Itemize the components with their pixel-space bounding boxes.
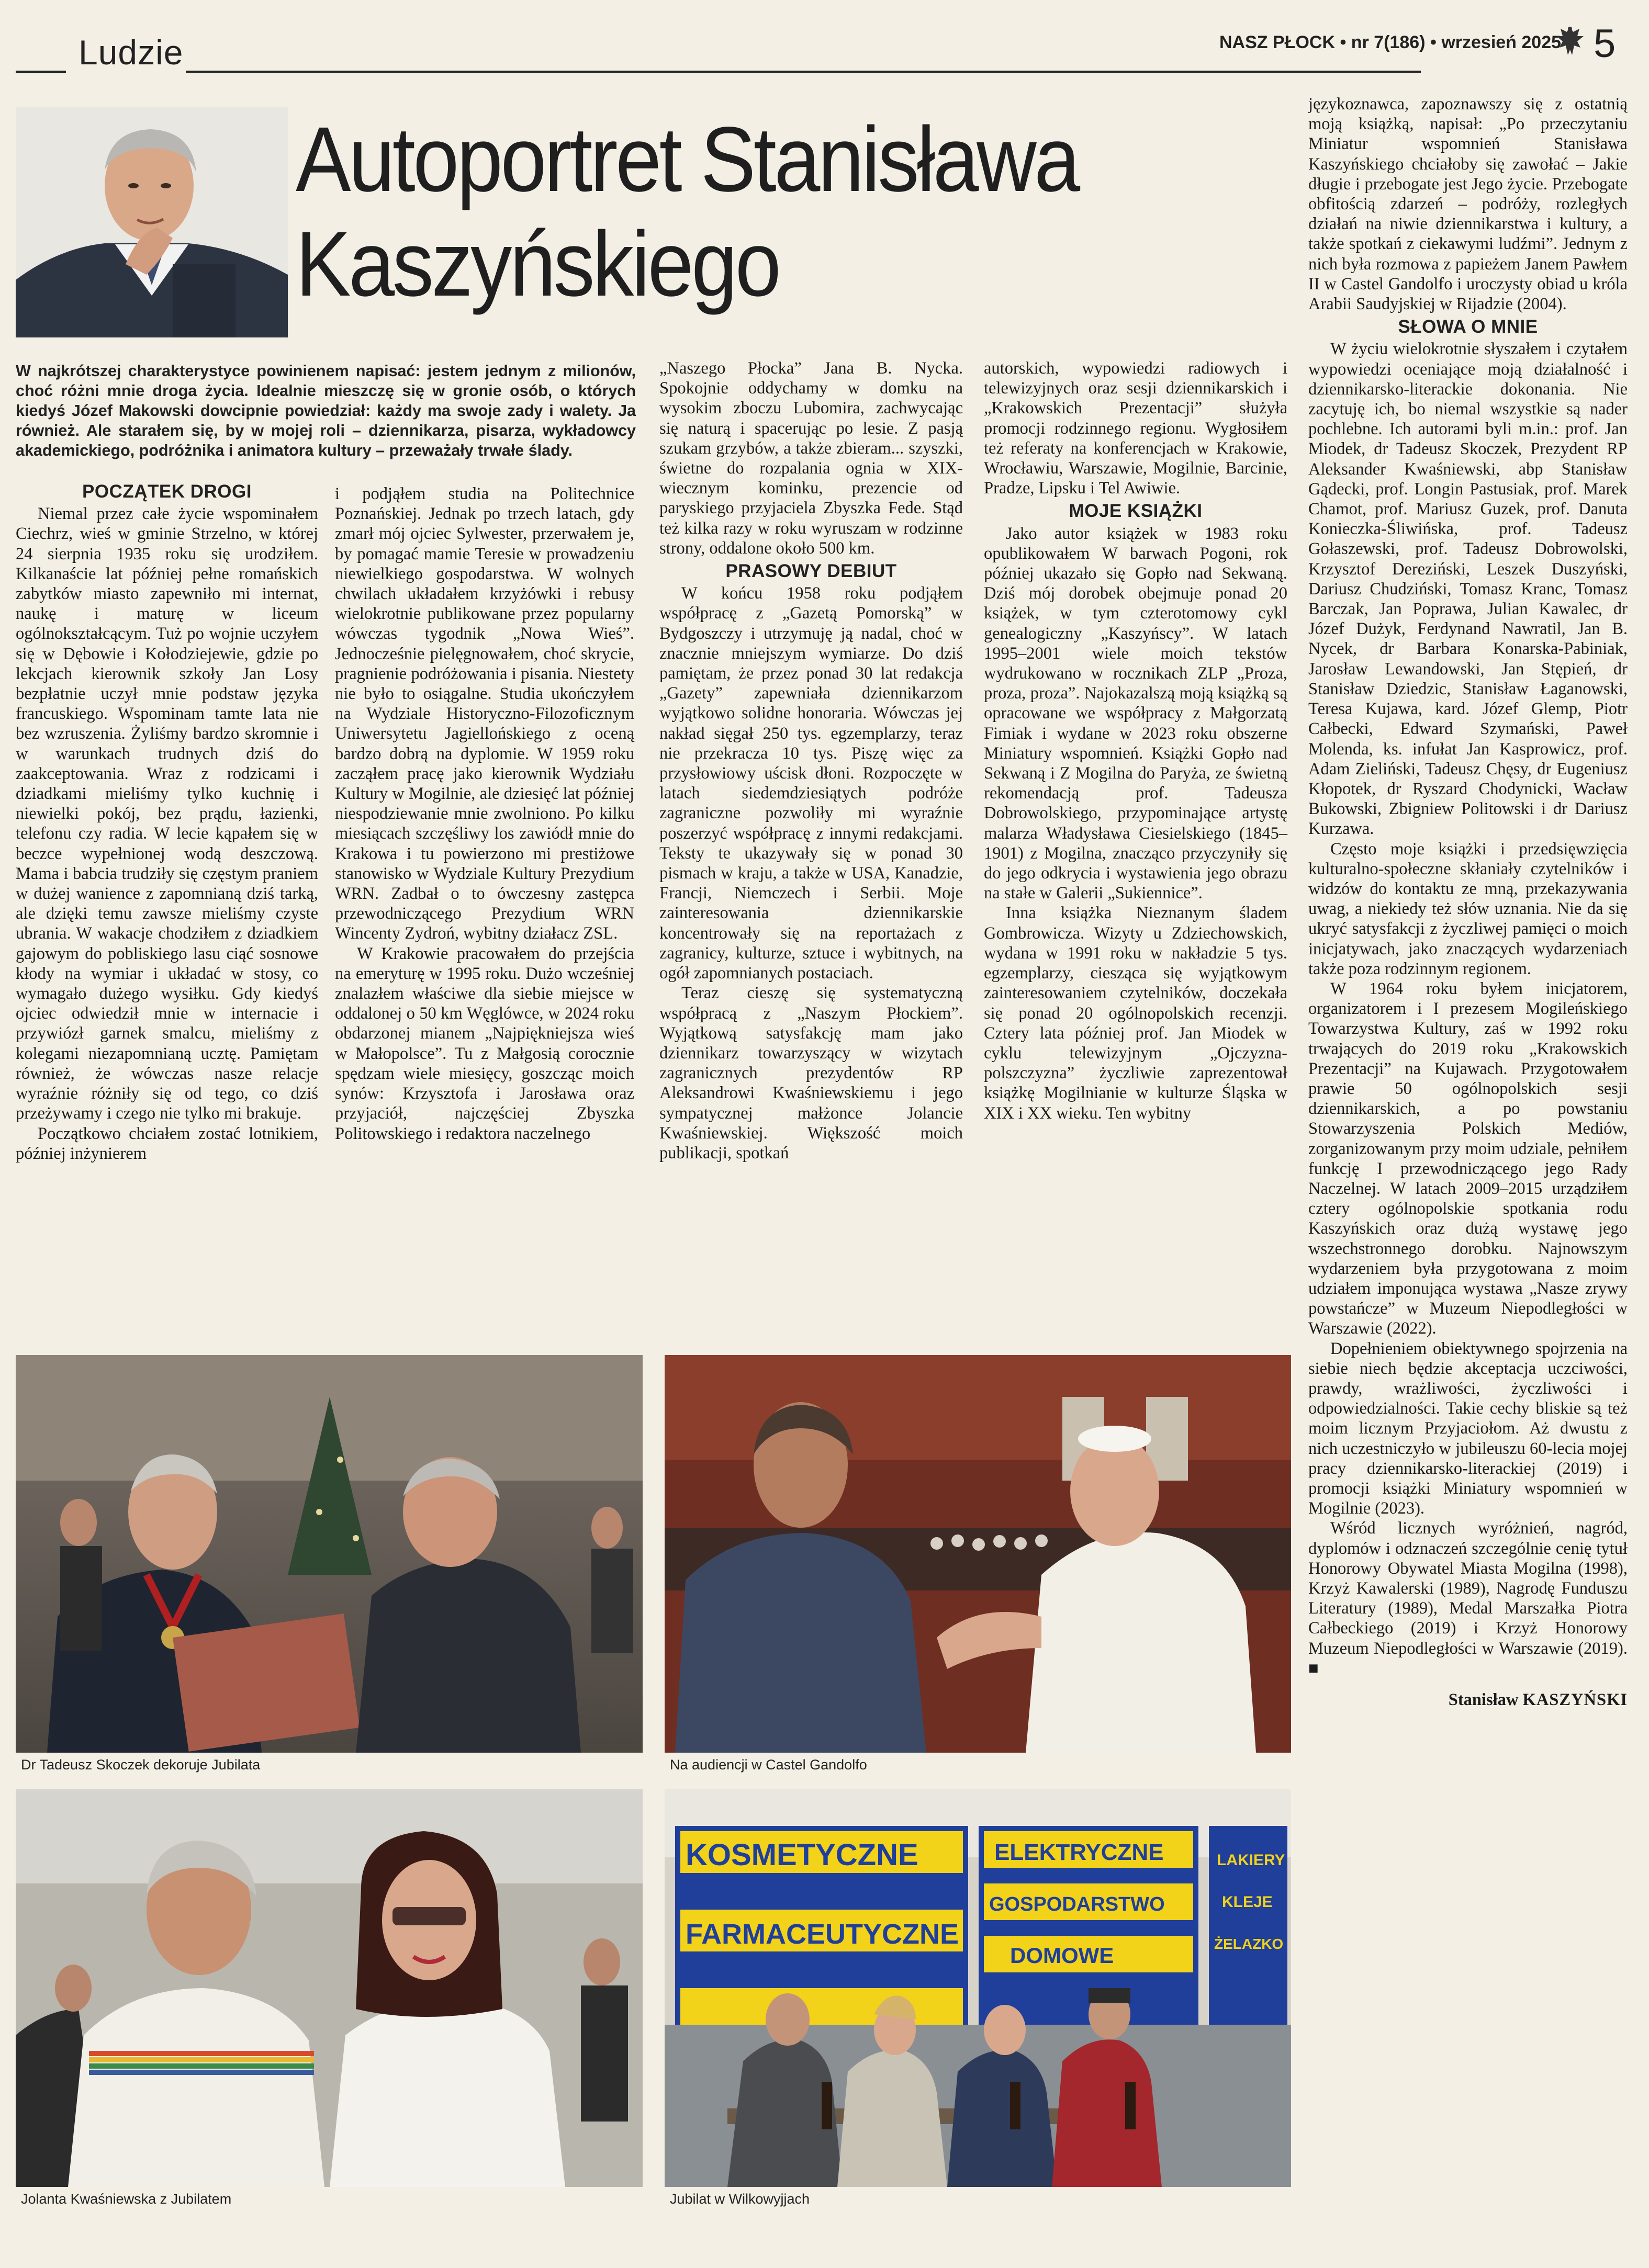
paragraph: Teraz cieszę się systematyczną współpracą z „Naszym Płockiem”. Wyjątkową satysfakcję mam jako dziennikarz towarzyszący w wizytach zagranicznych prezydentów RP Aleksandrowi Kwaśniewskiemu i jego sympatycznej małżonce Jolancie Kwaśniewskiej. Większość moich publikacji, spotkań <box>659 984 963 1163</box>
photo-caption: Dr Tadeusz Skoczek dekoruje Jubilata <box>21 1757 261 1773</box>
photo-caption: Na audiencji w Castel Gandolfo <box>670 1757 867 1773</box>
shop-sign-farmaceutyczne: FARMACEUTYCZNE <box>686 1919 959 1950</box>
paragraph: Często moje książki i przedsięwzięcia kulturalno-społeczne skłaniały czytelników i widzów do kontaktu ze mną, przekazywania uwag, a niekiedy też słów uznania. Nie da się ukryć satysfakcji z życzliwej pamięci o moich inicjatywach, jako znaczących wydarzeniach także poza rodzinnym regionem. <box>1308 839 1628 978</box>
signature <box>1308 1690 1628 1710</box>
photo-kwasniewska <box>16 1789 643 2187</box>
subheading-moje-ksiazki: MOJE KSIĄŻKI <box>1069 501 1203 522</box>
subheading-poczatek-drogi: POCZĄTEK DROGI <box>82 481 252 502</box>
shop-sign-zelazko: ŻELAZKO <box>1214 1936 1284 1952</box>
paragraph: autorskich, wypowiedzi radiowych i telewizyjnych oraz sesji dziennikarskich i „Krakowskich Prezentacji” służyła promocji rodzinnego regionu. Wygłosiłem też referaty na konferencjach w Krakowie, Wrocławiu, Warszawie, Mogilnie, Barcinie, Pradze, Lipsku i Tel Awiwie. <box>984 359 1287 498</box>
headline-line-2: Kaszyńskiego <box>296 213 779 315</box>
subheading-slowa-o-mnie: SŁOWA O MNIE <box>1398 317 1538 337</box>
photo-decoration <box>16 1355 643 1753</box>
eagle-icon <box>1554 24 1586 60</box>
article-column-1 <box>16 479 318 1164</box>
shop-sign-lakiery: LAKIERY <box>1217 1852 1285 1869</box>
article-column-5 <box>1308 94 1628 1710</box>
paragraph: W Krakowie pracowałem do przejścia na emeryturę w 1995 roku. Dużo wcześniej znalazłem właściwe dla siebie miejsce w oddalonej o 50 km Węglówce, w 2024 roku obdarzonej mianem „Najpiękniejsza wieś w Małopolsce”. Tu z Małgosią corocznie spędzam wiele miesięcy, goszcząc moich synów: Krzysztofa i Jarosława oraz przyjaciół, najczęściej Zbyszka Politowskiego i redaktora naczelnego <box>335 944 634 1143</box>
article-column-2 <box>335 484 634 1144</box>
masthead: NASZ PŁOCK • nr 7(186) • wrzesień 2025 <box>1219 32 1562 52</box>
article-column-3 <box>659 358 963 1163</box>
paragraph: i podjąłem studia na Politechnice Poznańskiej. Jednak po trzech latach, gdy zmarł mój ojciec Sylwester, przerwałem je, by pomagać mamie Teresie w prowadzeniu niewielkiego gospodarstwa. W wolnych chwilach układałem krzyżówki i rebusy wielokrotnie publikowane przez popularny wówczas tygodnik „Nowa Wieś”. Jednocześnie pielęgnowałem, choć skrycie, pragnienie podróżowania i pisania. Niestety nie było to osiągalne. Studia ukończyłem na Wydziale Historyczno-Filozoficznym Uniwersytetu Jagiellońskiego z oceną bardzo dobrą na dyplomie. W 1959 roku zacząłem pracę jako kierownik Wydziału Kultury w Mogilnie, ale dziesięć lat później niespodziewanie mnie zwolniono. Po kilku miesiącach szczęśliwy los zawiódł mnie do Krakowa i tu powierzono mi prestiżowe stanowisko w Wydziale Kultury Prezydium WRN. Zadbał o to ówczesny zastępca przewodniczącego Prezydium WRN Wincenty Zydroń, wybitny działacz ZSL. <box>335 484 634 943</box>
paragraph: Jako autor książek w 1983 roku opublikowałem W barwach Pogoni, rok później ukazało się Gopło nad Sekwaną. Dziś mój dorobek obejmuje ponad 20 książek, w tym czterotomowy cykl genealogiczny „Kaszyńscy”. W latach 1995–2001 wiele moich tekstów wydrukowano w rocznikach ZLP „Proza, proza, proza”. Najokazalszą moją książką są opracowane we współpracy z Małgorzatą Fimiak i wydane w 2023 roku obszerne Miniatury wspomnień. Książki Gopło nad Sekwaną i Z Mogilna do Paryża, ze świetną rekomendacją prof. Tadeusza Dobrowolskiego, przypominające artystę malarza Władysława Ciesielskiego (1845–1901) z Mogilna, znacząco przyczyniły się do jego odkrycia i wystawienia jego obrazu na stałe w Galerii „Sukiennice”. <box>984 524 1287 903</box>
paragraph: Wśród licznych wyróżnień, nagród, dyplomów i odznaczeń szczególnie cenię tytuł Honorowy Obywatel Miasta Mogilna (1998), Krzyż Kawalerski (1989), Nagrodę Funduszu Literatury (1989), Medal Marszałka Piotra Całbeckiego (2019) i Krzyż Honorowy Muzeum Niepodległości w Warszawie (2019). ■ <box>1308 1519 1628 1678</box>
paragraph: Początkowo chciałem zostać lotnikiem, później inżynierem <box>16 1124 318 1163</box>
paragraph: Inna książka Nieznanym śladem Gombrowicza. Wizyty u Zdziechowskich, wydana w 1991 roku w nakładzie 5 tys. egzemplarzy, ciesząca się wyjątkowym zainteresowaniem czytelników, doczekała się ponad 20 ogólnopolskich recenzji. Cztery lata później prof. Jan Miodek w cyklu telewizyjnym „Ojczyzna-polszczyzna” życzliwie zaprezentował książkę Mogilnianie w kulturze Śląska w XIX i XX wieku. Ten wybitny <box>984 904 1287 1123</box>
paragraph: „Naszego Płocka” Jana B. Nycka. Spokojnie oddychamy w domku na wysokim zboczu Lubomira, zachwycając się naturą i spacerując po lesie. Z pasją szukam grzybów, a także zbieram... szyszki, świetne do rozpalania ognia w XIX-wiecznym kominku, prezencie od paryskiego przyjaciela Zbyszka Fede. Stąd też kilka razy w roku wyruszam w rodzinne strony, oddalone około 500 km. <box>659 359 963 558</box>
shop-sign-kosmetyczne: KOSMETYCZNE <box>686 1838 918 1872</box>
paragraph: językoznawca, zapoznawszy się z ostatnią moją książką, napisał: „Po przeczytaniu Miniatur wspomnień Stanisława Kaszyńskiego chciałoby się zawołać – Jakie długie i przebogate jest Jego życie. Przebogate obfitością zdarzeń – podróży, rozległych działań na niwie dziennikarstwa i kultury, a także spotkań z ciekawymi ludźmi”. Jednym z nich była rozmowa z papieżem Janem Pawłem II w Castel Gandolfo i uroczysty obiad u króla Arabii Saudyjskiej w Rijadzie (2004). <box>1308 95 1628 314</box>
headline <box>296 107 1167 317</box>
article-column-4 <box>984 358 1287 1123</box>
paragraph: Niemal przez całe życie wspominałem Ciechrz, wieś w gminie Strzelno, w której 24 sierpnia 1935 roku się urodziłem. Kilkanaście lat później pełne romańskich zabytków miasto zapewniło mi internat, naukę i maturę w liceum ogólnokształcącym. Tuż po wojnie uczyłem się w Dębowie i Kołodziejewie, gdzie po lekcjach kierownik szkoły Jan Losy bezpłatnie uczył mnie podstaw języka francuskiego. Wspominam tamte lata nie bez wzruszenia. Żyliśmy bardzo skromnie i w warunkach trudnych dziś do zaakceptowania. Wraz z rodzicami i dziadkami mieliśmy tylko kuchnię i niewielki pokój, bez prądu, łazienki, telefonu czy radia. W lecie kąpałem się w beczce wypełnionej wodą deszczową. Mama i babcia trudziły się częstym praniem w dużej wanience z zapomnianą dziś tarką, ale dzięki temu zawsze mieliśmy czyste ubrania. W wakacje chodziłem z dziadkiem gajowym do pobliskiego lasu ciąć sosnowe kłody na wymiar i układać w stosy, co wymagało dużego wysiłku. Gdy kiedyś ojciec odwiedził mnie w internacie i przywiózł garnek smalcu, mieliśmy z kolegami niezapomnianą ucztę. Pamiętam również, że wówczas nasze relacje wyraźnie różniły się od tego, co dziś przeżywamy i czego nie tylko mi brakuje. <box>16 504 318 1123</box>
paragraph: Dopełnieniem obiektywnego spojrzenia na siebie niech będzie akceptacja uczciwości, prawdy, wrażliwości, życzliwości i odpowiedzialności. Takie cechy bliskie są też moim licznym Przyjaciołom. Aż dwustu z nich uczestniczyło w jubileuszu 60-lecia mojej pracy dziennikarsko-literackiej (2019) i promocji książki Miniatury wspomnień w Mogilnie (2023). <box>1308 1339 1628 1518</box>
paragraph: W 1964 roku byłem inicjatorem, organizatorem i I prezesem Mogileńskiego Towarzystwa Kultury, zaś w 1992 roku trwających do 2019 roku „Krakowskich Prezentacji” na Kujawach. Przygotowałem prawie 50 ogólnopolskich sesji dziennikarskich, a po powstaniu Stowarzyszenia Polskich Mediów, zorganizowanym przy moim udziale, pełniłem funkcję I przewodniczącego jego Rady Naczelnej. W latach 2009–2015 urządziłem cztery ogólnopolskie spotkania rodu Kaszyńskich oraz dużą wystawę jego wszechstronnego dorobku. Najnowszym wydarzeniem była przygotowana z moim udziałem imponująca wystawa „Nasze zrywy powstańcze” w Muzeum Niepodległości w Warszawie (2022). <box>1308 979 1628 1338</box>
shop-sign-elektryczne: ELEKTRYCZNE <box>994 1840 1164 1865</box>
signature-first-name: Stanisław <box>1448 1690 1519 1710</box>
header-rule-right <box>186 71 1421 73</box>
shop-sign-domowe: DOMOWE <box>1010 1943 1114 1968</box>
article-lead: W najkrótszej charakterystyce powinienem napisać: jestem jednym z milionów, choć różni mnie droga życia. Idealnie mieszczę się w gronie osób, o których kiedyś Józef Makowski dowcipnie powiedział: każdy ma swoje zady i walety. Ja również. Ale starałem się, by w mojej roli – dziennikarza, pisarza, wykładowcy akademickiego, podróżnika i animatora kultury – przeważały trwałe ślady. <box>16 362 636 459</box>
signature-last-name: KASZYŃSKI <box>1522 1690 1628 1710</box>
photo-caption: Jubilat w Wilkowyjjach <box>670 2191 810 2207</box>
headline-line-1: Autoportret Stanisława <box>296 108 1078 211</box>
photo-caption: Jolanta Kwaśniewska z Jubilatem <box>21 2191 232 2207</box>
author-portrait <box>16 107 288 337</box>
photo-wilkowyje <box>665 1789 1291 2187</box>
paragraph: W końcu 1958 roku podjąłem współpracę z „Gazetą Pomorską” w Bydgoszczy i utrzymuję ją nadal, choć w znacznie mniejszym wymiarze. Do dziś pamiętam, że przez ponad 30 lat redakcja „Gazety” zapewniała dziennikarzom wyjątkowo solidne honoraria. Wówczas jej nakład sięgał 250 tys. egzemplarzy, teraz nie przekracza 10 tys. Piszę więc za przysłowiowy uścisk dłoni. Rozpoczęte w latach siedemdziesiątych podróże zagraniczne pozwoliły mi wyraźnie poszerzyć współpracę z innymi redakcjami. Teksty te ukazywały się w ponad 30 pismach w kraju, a także w USA, Kanadzie, Francji, Niemczech i Serbii. Moje zainteresowania dziennikarskie koncentrowały się na reportażach z zagranicy, kulturze, sztuce i wybitnych, na ogół zapomnianych postaciach. <box>659 584 963 983</box>
subheading-prasowy-debiut: PRASOWY DEBIUT <box>725 561 897 582</box>
header-rule-left <box>16 71 66 73</box>
section-label: Ludzie <box>78 33 184 72</box>
paragraph: W życiu wielokrotnie słyszałem i czytałem wypowiedzi oceniające moją działalność i dziennikarsko-literackie dokonania. Nie zacytuję ich, bo niemal wszystkie są nader pochlebne. Ich autorami byli m.in.: prof. Jan Miodek, dr Tadeusz Skoczek, Prezydent RP Aleksander Kwaśniewski, abp Stanisław Gądecki, prof. Longin Pastusiak, prof. Marek Chamot, prof. Mariusz Guzek, prof. Danuta Konieczka-Śliwińska, prof. Tadeusz Gołaszewski, prof. Tadeusz Dobrowolski, Krzysztof Dereziński, Leszek Duszyński, Dariusz Chudziński, Tomasz Kranc, Tomasz Barczak, Jan Poprawa, Julian Kawalec, dr Józef Dużyk, Ferdynand Nawratil, Jan B. Nycek, dr Barbara Konarska-Pabiniak, Jarosław Lewandowski, Jan Stępień, dr Stanisław Dziedzic, Stanisław Łaganowski, Teresa Kujawa, kard. Józef Glemp, Piotr Całbecki, Edward Szymański, Paweł Molenda, ks. infułat Jan Kasprowicz, prof. Adam Zieliński, Tadeusz Chęsy, dr Eugeniusz Kłopotek, dr Ryszard Chodynicki, Wacław Bukowski, Zbigniew Politowski i dr Dariusz Kurzawa. <box>1308 340 1628 839</box>
photo-audience <box>665 1355 1291 1753</box>
shop-sign-gospodarstwo: GOSPODARSTWO <box>989 1893 1165 1915</box>
page-number: 5 <box>1594 21 1616 66</box>
shop-sign-kleje: KLEJE <box>1222 1893 1273 1911</box>
